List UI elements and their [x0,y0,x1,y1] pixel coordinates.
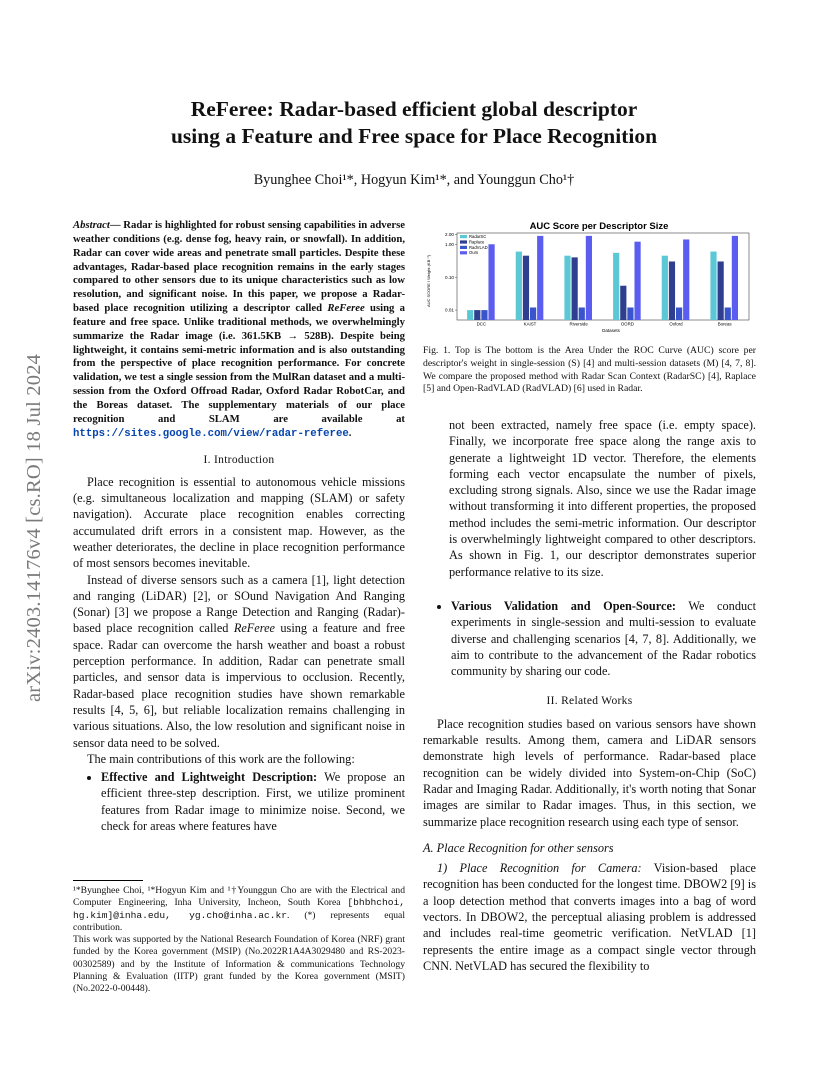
intro-paragraph-3: The main contributions of this work are the following: [87,751,355,766]
chart-bar [710,252,716,320]
chart-legend-label: Raplace [469,239,485,245]
chart-legend-swatch [460,246,467,249]
chart-bar [627,307,633,320]
abstract-body-2: using a feature and free space. Unlike traditional methods, we overwhelmingly summarize the Radar image (i.e. 361.5KB → 528B). Despite being lightweight, it contains semi-metric information and is also outstanding from the perspective of place recognition performance. For concrete validation, we test a single session from the MulRan dataset and a multi-session from the Oxford Offroad Radar, Oxford Radar RobotCar, and the Boreas dataset. The supplementary materials of our place recognition and SLAM are available at [73,302,405,425]
section-heading-introduction: I. Introduction [203,453,275,466]
footnote-affiliation [73,885,405,934]
chart-legend-swatch [460,235,467,238]
abstract-method-name: ReFeree [327,302,365,315]
chart-bar [586,236,592,320]
bullet-2-title: Various Validation and Open-Source: [451,599,677,613]
chart-bar [572,257,578,320]
abstract-lead: Abstract [73,219,110,231]
auc-bar-chart-svg [423,219,756,337]
intro-paragraph-2 [73,572,405,751]
camera-paragraph-body: Vision-based place recognition has been conducted for the longest time. DBOW2 [9] is a loop detection method that converts images into a bag of word vectors. In DBOW2, the perceptual aliasing problem is addressed and includes real-time geometric verification. NetVLAD [1] represents the entire image as a compact single vector through CNN. NetVLAD has secured the flexibility to [423,861,756,973]
related-paragraph-1: Place recognition studies based on various sensors have shown remarkable results. Among them, camera and LiDAR sensors demonstrate high levels of performance. Radar-based place recognition can be widely divided into System-on-Chip (SoC) Radar and Imaging Radar. Additionally, it's worth noting that Sonar images are similar to Radar images. Thus, in this section, we summarize place recognition research using each type of sensor. [423,716,756,829]
section-heading-related-works: II. Related Works [546,695,633,708]
footnote-affiliation-text: ¹*Byunghee Choi, ¹*Hogyun Kim and ¹†Younggun Cho are with the Electrical and Computer Engineering, Inha University, Incheon, South Korea [73,885,405,909]
list-item [101,769,405,834]
chart-bar [474,310,480,320]
bullet-1-title: Effective and Lightweight Description: [101,770,318,785]
chart-x-tick-label: OORD [620,321,634,327]
chart-bar [620,286,626,320]
chart-x-axis-label: Datasets [602,328,620,333]
left-column [73,219,405,836]
footnotes [73,880,405,996]
chart-bar [613,253,619,320]
intro-method-name: ReFeree [233,621,276,636]
chart-bar [537,236,543,320]
chart-y-tick-label: 0.10 [445,274,454,280]
chart-bar [725,307,731,320]
chart-x-tick-label: DCC [476,321,487,327]
chart-legend-swatch [460,240,467,243]
chart-legend-label: RadVLAD [469,244,488,250]
chart-bar [488,244,494,320]
abstract-body: — Radar is highlighted for robust sensing capabilities in adverse weather conditions (e.g. dense fog, heavy rain, or snowfall). In addition, Radar can cover wide areas and penetrate small particles. Despite these advantages, Radar-based place recognition remains in the early stages compared to other sensors due to its unique characteristics such as low resolution, and significant noise. In this paper, we propose a Radar-based place recognition utilizing a descriptor called [73,219,405,315]
authors: Byunghee Choi¹*, Hogyun Kim¹*, and Younggun Cho¹† [253,172,575,188]
right-column [423,345,756,396]
camera-paragraph-title: 1) Place Recognition for Camera: [437,861,642,876]
chart-plot-area [457,233,749,320]
chart-title: AUC Score per Descriptor Size [529,221,669,232]
chart-x-tick-label: Oxford [669,321,683,327]
chart-legend-label: RadarSC [469,234,487,239]
chart-y-tick-label: 1.00 [445,241,454,247]
bullet-1-continued: not been extracted, namely free space (i.e. empty space). Finally, we incorporate free space along the range axis to generate a lightweight 1D vector. Therefore, the elements forming each vector encapsulate the number of pixels, excluding strong signals. Also, since we use the Radar image without transforming it into different properties, the proposed method includes the semi-metric information. Our descriptor is overwhelmingly lightweight compared to other descriptors. As shown in Fig. 1, our descriptor demonstrates superior performance relative to its size. [449,418,756,579]
camera-paragraph [423,860,756,974]
chart-x-tick-label: Riverside [569,321,588,327]
contributions-list-continued [423,598,756,679]
bullet-1-body: We propose an efficient three-step description. First, we utilize prominent features from Radar image to minimize noise. Second, we check for areas where features have [101,770,405,834]
chart-bar [516,252,522,320]
chart-bar [669,261,675,320]
footnote-equal-contribution: . (*) represents equal contribution. [73,909,405,933]
chart-y-tick-label: 2.00 [445,231,454,237]
footnote-funding: This work was supported by the National Research Foundation of Korea (NRF) grant funded by the Korea government (MSIP) (No.2022R1A4A3029480 and RS-2023-00302589) and by the Institute of Information & communications Technology Planning & Evaluation (IITP) grant funded by the Korea government (MSIT) (No.2022-0-00448). [73,934,405,995]
footnote-rule [73,880,143,881]
intro-p2-part-b: using a feature and free space. Radar can overcome the harsh weather and boast a robust perception performance. In addition, Radar can penetrate small particles, and sensor data is impervious to occlusion. Recently, Radar-based place recognition studies have shown remarkable results [4, 5, 6], but reliable localization remains challenging in various situations. Also, the low resolution and significant noise in sensor data need to be solved. [73,621,406,750]
chart-bar [683,239,689,320]
title-line-1: ReFeree: Radar-based efficient global descriptor [190,97,638,121]
chart-bar [676,307,682,320]
chart-legend-label: Ours [469,250,479,256]
supplementary-link[interactable]: https://sites.google.com/view/radar-referee [73,427,349,440]
chart-bar [530,307,536,320]
chart-bar [634,242,640,320]
chart-bar [732,236,738,320]
chart-bar [467,310,473,320]
chart-bar [662,256,668,320]
chart-x-tick-label: Boreas [717,321,732,327]
footnote-emails: [bhbhchoi, hg.kim]@inha.edu, yg.cho@inha.ac.kr [73,897,405,921]
right-column-continued [423,596,756,974]
bullet-2-body: We conduct experiments in single-session and multi-session to evaluate diverse and challenging scenarios [4, 7, 8]. Additionally, we aim to contribute to the advancement of the Radar robotics community by sharing our code. [451,599,756,679]
chart-y-axis-label: AUC SCORE / Weight (KB⁻¹) [426,254,431,308]
subsection-heading-a: A. Place Recognition for other sensors [423,840,614,855]
list-item [451,598,756,679]
abstract [73,219,405,442]
chart-bar [481,310,487,320]
chart-bar [579,307,585,320]
title-line-2: using a Feature and Free space for Place Recognition [170,124,658,148]
intro-p2-part-a: Instead of diverse sensors such as a camera [1], light detection and ranging (LiDAR) [2], or SOund Navigation And Ranging (Sonar) [3] we propose a Range Detection and Ranging (Radar)-based place recognition called [73,572,405,636]
chart-y-tick-label: 0.01 [445,307,454,313]
chart-bar [523,256,529,320]
chart-x-tick-label: KAIST [523,321,537,327]
auc-chart [423,219,756,337]
abstract-end: . [348,426,352,439]
paper-title [60,96,768,150]
contributions-list [73,769,405,834]
figure-1-caption: Fig. 1. Top is The bottom is the Area Under the ROC Curve (AUC) score per descriptor's weight in single-session (S) [4] and multi-session datasets (M) [4, 7, 8]. We compare the proposed method with Radar Scan Context (RadarSC) [4], Raplace [5] and Open-RadVLAD (RadVLAD) [6] used in Radar. [423,345,756,395]
intro-paragraph-1: Place recognition is essential to autonomous vehicle missions (e.g. simultaneous localization and mapping (SLAM) or safety navigation). Accurate place recognition enables correcting accumulated drift errors in a consistent map. However, as the weather deteriorates, the decline in place recognition performance of most sensors becomes inevitable. [73,474,405,571]
chart-bar [718,261,724,320]
chart-legend-swatch [460,251,467,254]
chart-bar [564,256,570,320]
arxiv-stamp: arXiv:2403.14176v4 [cs.RO] 18 Jul 2024 [23,353,45,702]
